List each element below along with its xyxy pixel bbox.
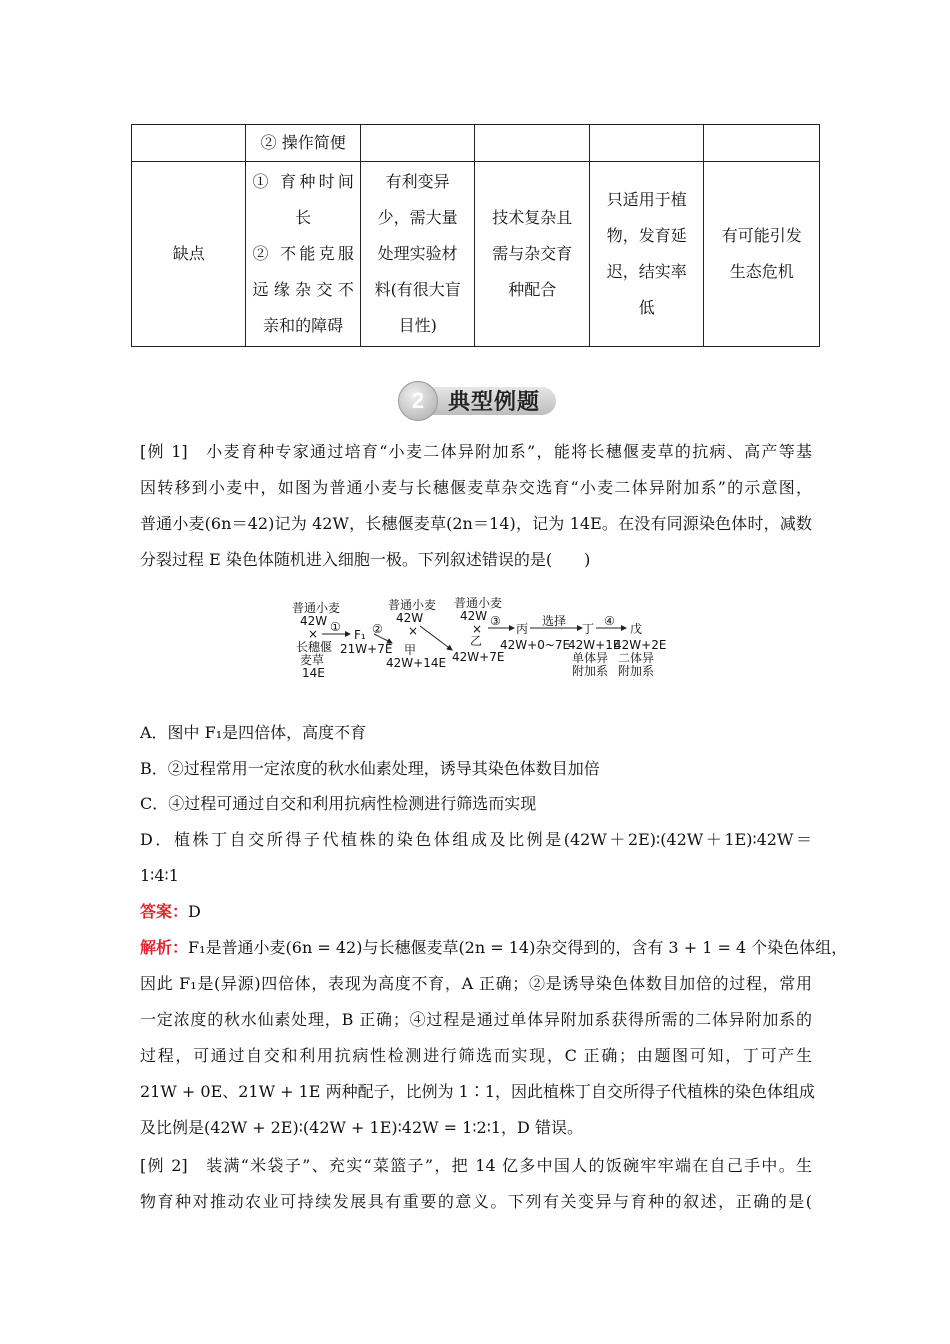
ding-type-label: 单体异 xyxy=(572,651,609,665)
breeding-diagram xyxy=(292,596,672,688)
jia-label: 甲 xyxy=(404,643,417,657)
table-cell: 有可能引发 生态危机 xyxy=(704,162,820,347)
table-cell xyxy=(360,125,475,162)
wu-type-label: 附加系 xyxy=(618,664,655,678)
option-c: C．④过程可通过自交和利用抗病性检测进行筛选而实现 xyxy=(140,794,537,813)
step-1-label: ① xyxy=(330,620,341,634)
parent-wheat-label: 普通小麦 xyxy=(388,598,437,612)
section-heading xyxy=(398,381,558,421)
table-row xyxy=(132,125,820,162)
ding-label: 丁 xyxy=(582,622,595,636)
example-2-stem: [例 2] 装满“米袋子”、充实“菜篮子”，把 14 亿多中国人的饭碗牢牢端在自己手中。生 物育种对推动农业可持续发展具有重要的意义。下列有关变异与育种的叙述，正确的是( xyxy=(140,1156,812,1211)
jia-genome-label: 42W+14E xyxy=(386,656,447,670)
parent-grass-label: 长穗偃 xyxy=(296,640,333,654)
cross-symbol: × xyxy=(472,622,483,636)
bing-label: 丙 xyxy=(516,622,529,636)
f1-label: F₁ xyxy=(354,628,366,642)
table-cell xyxy=(704,125,820,162)
parent-wheat-label: 普通小麦 xyxy=(454,596,503,610)
answer-value: D xyxy=(188,902,201,921)
step-4-label: ④ xyxy=(604,614,615,628)
section-title: 典型例题 xyxy=(448,390,541,415)
select-label: 选择 xyxy=(542,614,567,628)
arrow-cross-1 xyxy=(420,626,452,650)
answer-line xyxy=(140,894,812,930)
wu-genome-label: 42W+2E xyxy=(614,638,667,652)
parent-wheat-label: 普通小麦 xyxy=(292,601,341,615)
option-b: B．②过程常用一定浓度的秋水仙素处理，诱导其染色体数目加倍 xyxy=(140,759,600,778)
ding-genome-label: 42W+1E xyxy=(568,638,621,652)
bing-genome-label: 42W+0~7E xyxy=(500,638,571,652)
cross-symbol: × xyxy=(408,624,419,638)
table-cell xyxy=(589,125,704,162)
f1-genome-label: 21W+7E xyxy=(340,642,393,656)
step-2-label: ② xyxy=(372,622,383,636)
example-1-stem: [例 1] 小麦育种专家通过培育“小麦二体异附加系”，能将长穗偃麦草的抗病、高产等基 因转移到小麦中，如图为普通小麦与长穗偃麦草杂交选育“小麦二体异附加系”的示意图， 普通小麦(6n＝42)记为 42W，长穗偃麦草(2n＝14)，记为 14E。在没有同源染色体时，减数 分裂过程 E 染色体随机进入细胞一极。下列叙述错误的是( ) xyxy=(140,442,812,569)
ding-type-label: 附加系 xyxy=(572,664,609,678)
table-row xyxy=(132,162,820,347)
step-3-label: ③ xyxy=(490,614,501,628)
genome-label: 42W xyxy=(300,614,328,628)
option-d: D．植株丁自交所得子代植株的染色体组成及比例是(42W＋2E)∶(42W＋1E)∶42W＝ 1∶4∶1 xyxy=(140,830,812,885)
table-cell: 技术复杂且 需与杂交育 种配合 xyxy=(475,162,589,347)
analysis: 解析：F₁是普通小麦(6n = 42)与长穗偃麦草(2n = 14)杂交得到的，含有 3 + 1 = 4 个染色体组， 因此 F₁是(异源)四倍体，表现为高度不育，A 正确；②是诱导染色体数目加倍的过程，常用 一定浓度的秋水仙素处理，B 正确；④过程是通过单体异附加系获得所需的二体异附加系的 过程，可通过自交和利用抗病性检测进行筛选而实现，C 正确；由题图可知，丁可产生 21W + 0E、21W + 1E 两种配子，比例为 1∶1，因此植株丁自交所得子代植株的染色体组成 及比例是(42W + 2E)∶(42W + 1E)∶42W = 1∶2∶1，D 错误。 xyxy=(140,938,848,1137)
genome-label: 42W xyxy=(396,611,424,625)
table-cell: ① 育种时间 长 ② 不能克服 远缘杂交不 亲和的障碍 xyxy=(246,162,360,347)
table-cell xyxy=(475,125,589,162)
answer-label: 答案： xyxy=(140,902,189,921)
genome-label: 42W xyxy=(460,609,488,623)
table-cell: 只适用于植 物，发育延 迟，结实率 低 xyxy=(589,162,704,347)
section-number-badge: 2 xyxy=(398,381,438,421)
table-cell xyxy=(132,125,246,162)
option-a: A．图中 F₁是四倍体，高度不育 xyxy=(140,723,367,742)
cross-symbol: × xyxy=(308,627,319,641)
yi-label: 乙 xyxy=(470,634,483,648)
table-cell: ② 操作简便 xyxy=(246,125,360,162)
wu-type-label: 二体异 xyxy=(618,651,655,665)
wu-label: 戊 xyxy=(630,622,643,636)
row-header-disadvantages: 缺点 xyxy=(132,162,246,347)
table-cell: 有利变异 少，需大量 处理实验材 料(有很大盲 目性) xyxy=(360,162,475,347)
parent-grass-label: 麦草 xyxy=(300,653,325,667)
genome-label: 14E xyxy=(302,666,325,680)
yi-genome-label: 42W+7E xyxy=(452,650,505,664)
breeding-comparison-table xyxy=(131,124,820,347)
analysis-label: 解析： xyxy=(140,938,189,957)
